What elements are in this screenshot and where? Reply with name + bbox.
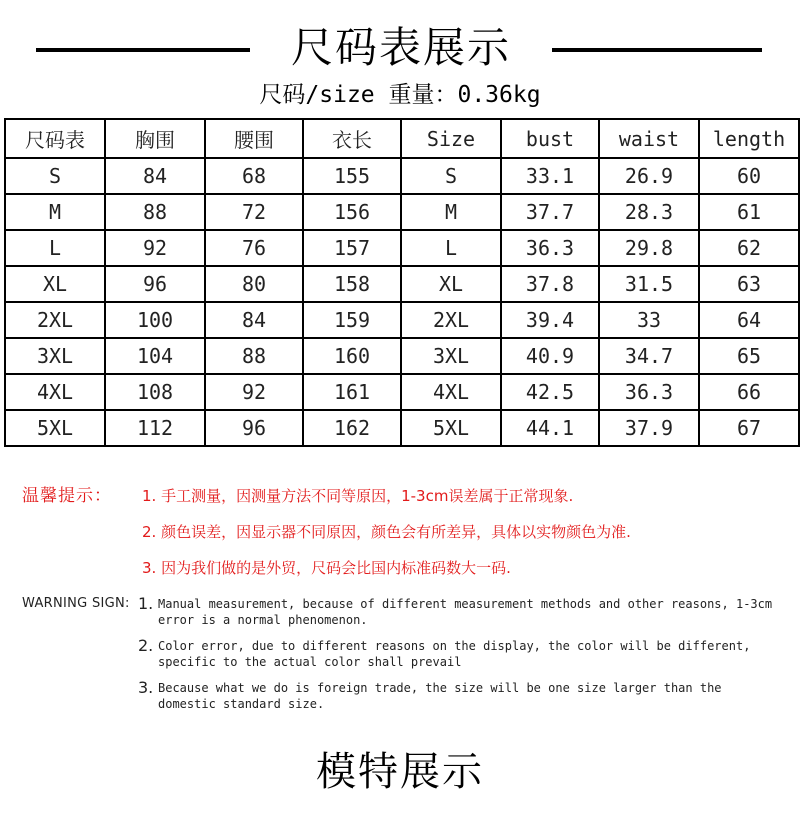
- column-header: Size: [401, 119, 501, 158]
- table-cell: 26.9: [599, 158, 699, 194]
- table-cell: 2XL: [5, 302, 105, 338]
- table-cell: 37.9: [599, 410, 699, 446]
- table-cell: 84: [105, 158, 205, 194]
- table-cell: 36.3: [599, 374, 699, 410]
- table-row: [5, 302, 799, 338]
- table-cell: 108: [105, 374, 205, 410]
- table-cell: 34.7: [599, 338, 699, 374]
- table-cell: 104: [105, 338, 205, 374]
- table-cell: 28.3: [599, 194, 699, 230]
- table-cell: 2XL: [401, 302, 501, 338]
- table-row: [5, 410, 799, 446]
- column-header: bust: [501, 119, 599, 158]
- table-cell: 80: [205, 266, 303, 302]
- table-row: [5, 266, 799, 302]
- table-cell: 92: [105, 230, 205, 266]
- table-cell: 157: [303, 230, 401, 266]
- table-cell: 5XL: [5, 410, 105, 446]
- table-cell: 96: [105, 266, 205, 302]
- table-cell: 39.4: [501, 302, 599, 338]
- table-cell: 162: [303, 410, 401, 446]
- warning-text: Color error, due to different reasons on the display, the color will be different, specific to the actual color shall prevail: [158, 639, 751, 669]
- table-cell: 72: [205, 194, 303, 230]
- table-row: [5, 158, 799, 194]
- table-cell: 159: [303, 302, 401, 338]
- table-cell: 42.5: [501, 374, 599, 410]
- column-header: 腰围: [205, 119, 303, 158]
- table-cell: 62: [699, 230, 799, 266]
- tip-item: 1. 手工测量，因测量方法不同等原因，1-3cm误差属于正常现象.: [142, 487, 574, 505]
- size-chart-table: [4, 118, 800, 447]
- table-cell: 67: [699, 410, 799, 446]
- table-cell: 88: [105, 194, 205, 230]
- table-cell: 66: [699, 374, 799, 410]
- table-cell: 31.5: [599, 266, 699, 302]
- table-cell: 100: [105, 302, 205, 338]
- warning-text: Because what we do is foreign trade, the size will be one size larger than the domestic standard size.: [158, 681, 722, 711]
- table-row: [5, 338, 799, 374]
- column-header: length: [699, 119, 799, 158]
- table-cell: 33.1: [501, 158, 599, 194]
- table-cell: 88: [205, 338, 303, 374]
- page-title: 尺码表展示: [290, 23, 511, 72]
- tip-item: 2. 颜色误差，因显示器不同原因，颜色会有所差异，具体以实物颜色为准.: [142, 523, 631, 541]
- table-cell: 4XL: [401, 374, 501, 410]
- tips-label: 温馨提示：: [22, 486, 112, 506]
- table-cell: L: [401, 230, 501, 266]
- warning-label: WARNING SIGN:: [22, 596, 130, 611]
- model-showcase-title: 模特展示: [316, 749, 484, 795]
- title-row: [0, 18, 800, 78]
- table-cell: 84: [205, 302, 303, 338]
- table-cell: 33: [599, 302, 699, 338]
- table-cell: XL: [401, 266, 501, 302]
- table-cell: 96: [205, 410, 303, 446]
- table-cell: 68: [205, 158, 303, 194]
- table-cell: 37.7: [501, 194, 599, 230]
- table-cell: 60: [699, 158, 799, 194]
- title-divider-right: [552, 48, 762, 52]
- table-cell: S: [401, 158, 501, 194]
- table-row: [5, 374, 799, 410]
- table-cell: 4XL: [5, 374, 105, 410]
- warning-text: Manual measurement, because of different measurement methods and other reasons, 1-3cm error is a normal phenomenon.: [158, 597, 773, 627]
- warning-number: 2.: [138, 636, 154, 655]
- column-header: 胸围: [105, 119, 205, 158]
- table-cell: 44.1: [501, 410, 599, 446]
- column-header: 尺码表: [5, 119, 105, 158]
- table-cell: S: [5, 158, 105, 194]
- table-cell: L: [5, 230, 105, 266]
- table-cell: XL: [5, 266, 105, 302]
- table-cell: 61: [699, 194, 799, 230]
- table-cell: 63: [699, 266, 799, 302]
- table-cell: 3XL: [5, 338, 105, 374]
- table-header-row: [5, 119, 799, 158]
- table-cell: 112: [105, 410, 205, 446]
- table-cell: M: [401, 194, 501, 230]
- table-row: [5, 230, 799, 266]
- tip-item: 3. 因为我们做的是外贸，尺码会比国内标准码数大一码.: [142, 559, 511, 577]
- table-cell: 40.9: [501, 338, 599, 374]
- table-cell: 76: [205, 230, 303, 266]
- table-cell: 29.8: [599, 230, 699, 266]
- table-cell: 5XL: [401, 410, 501, 446]
- column-header: waist: [599, 119, 699, 158]
- table-cell: 161: [303, 374, 401, 410]
- table-row: [5, 194, 799, 230]
- table-cell: 36.3: [501, 230, 599, 266]
- table-cell: M: [5, 194, 105, 230]
- table-cell: 160: [303, 338, 401, 374]
- column-header: 衣长: [303, 119, 401, 158]
- table-cell: 92: [205, 374, 303, 410]
- table-cell: 3XL: [401, 338, 501, 374]
- table-cell: 158: [303, 266, 401, 302]
- title-divider-left: [36, 48, 250, 52]
- warning-number: 1.: [138, 594, 154, 613]
- table-cell: 65: [699, 338, 799, 374]
- table-cell: 156: [303, 194, 401, 230]
- table-cell: 64: [699, 302, 799, 338]
- table-cell: 37.8: [501, 266, 599, 302]
- warning-number: 3.: [138, 678, 154, 697]
- table-cell: 155: [303, 158, 401, 194]
- size-weight-subtitle: 尺码/size 重量：0.36kg: [259, 82, 541, 108]
